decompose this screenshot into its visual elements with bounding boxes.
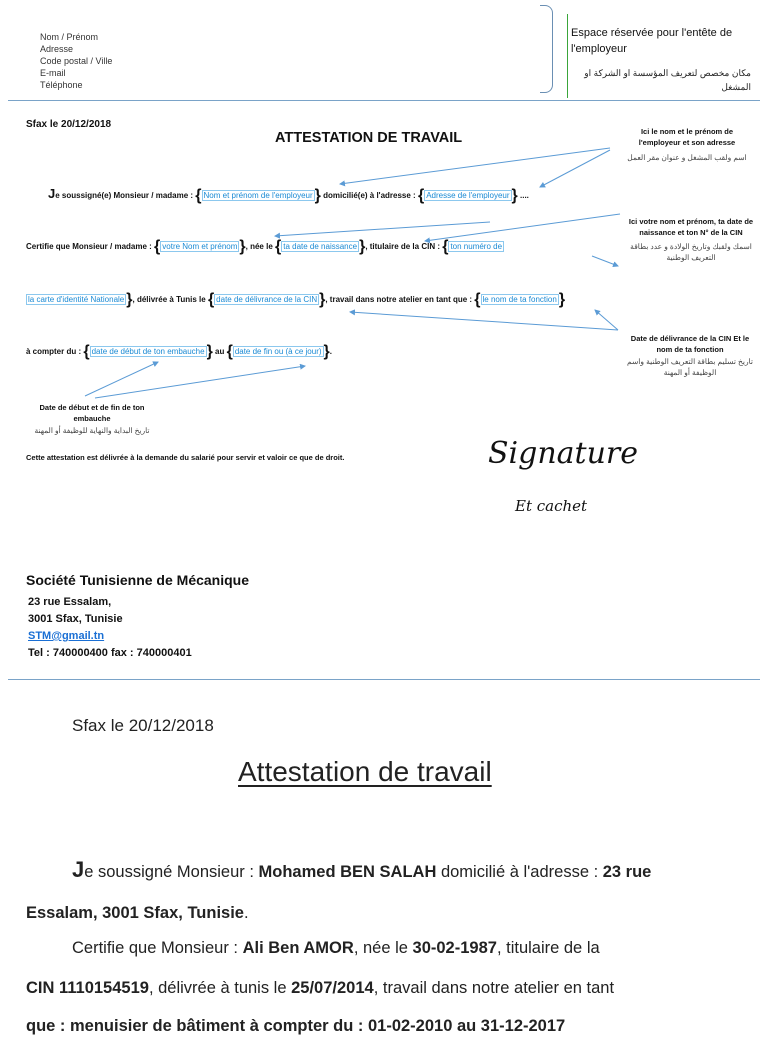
- company-street: 23 rue Essalam,: [28, 596, 112, 608]
- example-employee-name: Ali Ben AMOR: [242, 939, 354, 957]
- field-employee-name: votre Nom et prénom: [162, 242, 238, 251]
- sender-phone-line: Téléphone: [40, 80, 83, 90]
- company-city: 3001 Sfax, Tunisie: [28, 613, 123, 625]
- example-address-part1: 23 rue: [602, 863, 652, 881]
- example-cin: CIN 1110154519: [26, 979, 149, 997]
- note-dates-ar: تاريخ البداية والنهاية للوظيفة أو المهنة: [34, 426, 150, 435]
- example-cin-date: 25/07/2014: [291, 979, 374, 997]
- template-line-2: Certifie que Monsieur / madame : { votre Nom et prénom }, née le { ta date de naissance }, titulaire de la CIN : { ton numéro de: [26, 238, 503, 255]
- example-address-part2: Essalam, 3001 Sfax, Tunisie: [26, 904, 244, 922]
- line2-text-a: Certifie que Monsieur / madame :: [26, 242, 155, 251]
- note-employee-ar: اسمك ولقبك وتاريخ الولادة و عدد بطاقة التعريف الوطنية: [630, 242, 752, 262]
- section-separator: [8, 679, 760, 680]
- template-title: ATTESTATION DE TRAVAIL: [275, 130, 463, 146]
- note-cin-function-fr: Date de délivrance de la CIN Et le nom de ta fonction: [630, 334, 750, 354]
- example-p3-b: , délivrée à tunis le: [148, 979, 292, 997]
- field-cin-number: ton numéro de: [450, 242, 503, 251]
- line4-text-b: au: [212, 347, 227, 356]
- field-start-date: date de début de ton embauche: [91, 347, 205, 356]
- example-line-2: [26, 896, 249, 930]
- note-cin-function-ar: تاريخ تسليم بطاقة التعريف الوطنية واسم الوظيفة أو المهنة: [627, 357, 753, 377]
- example-p1-c: domicilié à l'adresse :: [436, 863, 603, 881]
- template-line-1: Je soussigné(e) Monsieur / madame : { Nom et prénom de l'employeur } domicilié(e) à l'adresse : { Adresse de l'employeur } ....: [48, 186, 529, 204]
- arrow-birth-date: [425, 214, 620, 241]
- field-job-title: le nom de ta fonction: [482, 295, 557, 304]
- line1-text-a-visible: e soussigné(e) Monsieur / madame :: [55, 191, 196, 200]
- sender-city-line: Code postal / Ville: [40, 56, 113, 66]
- company-email-link[interactable]: STM@gmail.tn: [28, 630, 105, 642]
- field-employer-name: Nom et prénom de l'employeur: [203, 191, 313, 200]
- arrow-function: [595, 310, 618, 330]
- company-info: [28, 594, 192, 662]
- example-p2-e: , titulaire de la: [496, 939, 600, 957]
- field-cin-number-cont: la carte d'identité Nationale: [28, 295, 125, 304]
- signature: Signature: [488, 436, 639, 471]
- annotation-arrows: [0, 0, 768, 420]
- arrow-cin-date: [350, 312, 618, 330]
- example-line-4: [26, 971, 614, 1005]
- arrow-cin: [592, 256, 618, 266]
- field-birth-date: ta date de naissance: [283, 242, 358, 251]
- line1-text-c: ....: [517, 191, 529, 200]
- note-employer-ar: اسم ولقب المشغل و عنوان مقر العمل: [627, 153, 747, 162]
- example-line-3: [72, 931, 600, 965]
- note-dates-fr: Date de début et de fin de ton embauche: [39, 403, 145, 423]
- template-date: Sfax le 20/12/2018: [26, 119, 112, 130]
- template-closing: Cette attestation est délivrée à la demande du salarié pour servir et valoir ce que de droit.: [26, 453, 345, 462]
- line2-text-c: , titulaire de la CIN :: [365, 242, 443, 251]
- field-cin-date: date de délivrance de la CIN: [216, 295, 318, 304]
- example-p2-a: Certifie que Monsieur :: [72, 939, 243, 957]
- field-end-date: date de fin ou (à ce jour): [234, 347, 322, 356]
- example-p1-a-visible: e soussigné Monsieur :: [84, 863, 259, 881]
- example-date: Sfax le 20/12/2018: [72, 716, 214, 735]
- example-p2-c: , née le: [353, 939, 413, 957]
- example-line-1: Je soussigné Monsieur : Mohamed BEN SALAH domicilié à l'adresse : 23 rue: [72, 857, 652, 882]
- line2-text-b: , née le: [245, 242, 275, 251]
- arrow-employer-name: [340, 148, 610, 184]
- sender-name-line: Nom / Prénom: [40, 32, 99, 42]
- template-line-4: à compter du : { date de début de ton embauche } au { date de fin ou (à ce jour) }.: [26, 343, 332, 360]
- arrow-start-date: [85, 362, 158, 396]
- example-employer-name: Mohamed BEN SALAH: [258, 863, 437, 881]
- sender-email-line: E-mail: [40, 68, 66, 78]
- stamp-label: Et cachet: [515, 497, 588, 515]
- employer-header-space-arabic: مكان مخصص لتعريف المؤسسة او الشركة او المشغل: [584, 68, 751, 92]
- example-birth-date: 30-02-1987: [412, 939, 497, 957]
- arrow-employee-name: [275, 222, 490, 236]
- example-p1-f: .: [243, 904, 249, 922]
- arrow-end-date: [95, 366, 305, 398]
- company-phones: Tel : 740000400 fax : 740000401: [28, 647, 192, 659]
- sender-address-line: Adresse: [40, 44, 74, 54]
- field-employer-address: Adresse de l'employeur: [426, 191, 510, 200]
- example-title: Attestation de travail: [238, 756, 492, 787]
- line4-text-a: à compter du :: [26, 347, 84, 356]
- example-line-5: que : menuisier de bâtiment à compter du : 01-02-2010 au 31-12-2017: [26, 1017, 566, 1035]
- line3-text-b: , travail dans notre atelier en tant que :: [325, 295, 475, 304]
- template-line-3: la carte d'identité Nationale }, délivrée à Tunis le { date de délivrance de la CIN }, travail dans notre atelier en tant que : { le nom de ta fonction }: [28, 291, 566, 308]
- company-name: Société Tunisienne de Mécanique: [26, 572, 250, 588]
- line4-text-c: .: [329, 347, 332, 356]
- note-employee-fr: Ici votre nom et prénom, ta date de naissance et ton N° de la CIN: [628, 217, 754, 237]
- employer-header-space: Espace réservée pour l'entête de l'employeur: [571, 27, 733, 55]
- example-p3-d: , travail dans notre atelier en tant: [373, 979, 615, 997]
- line3-text-a: , délivrée à Tunis le: [132, 295, 208, 304]
- line1-text-b: domicilié(e) à l'adresse :: [320, 191, 418, 200]
- note-employer-fr: Ici le nom et le prénom de l'employeur et son adresse: [638, 127, 736, 147]
